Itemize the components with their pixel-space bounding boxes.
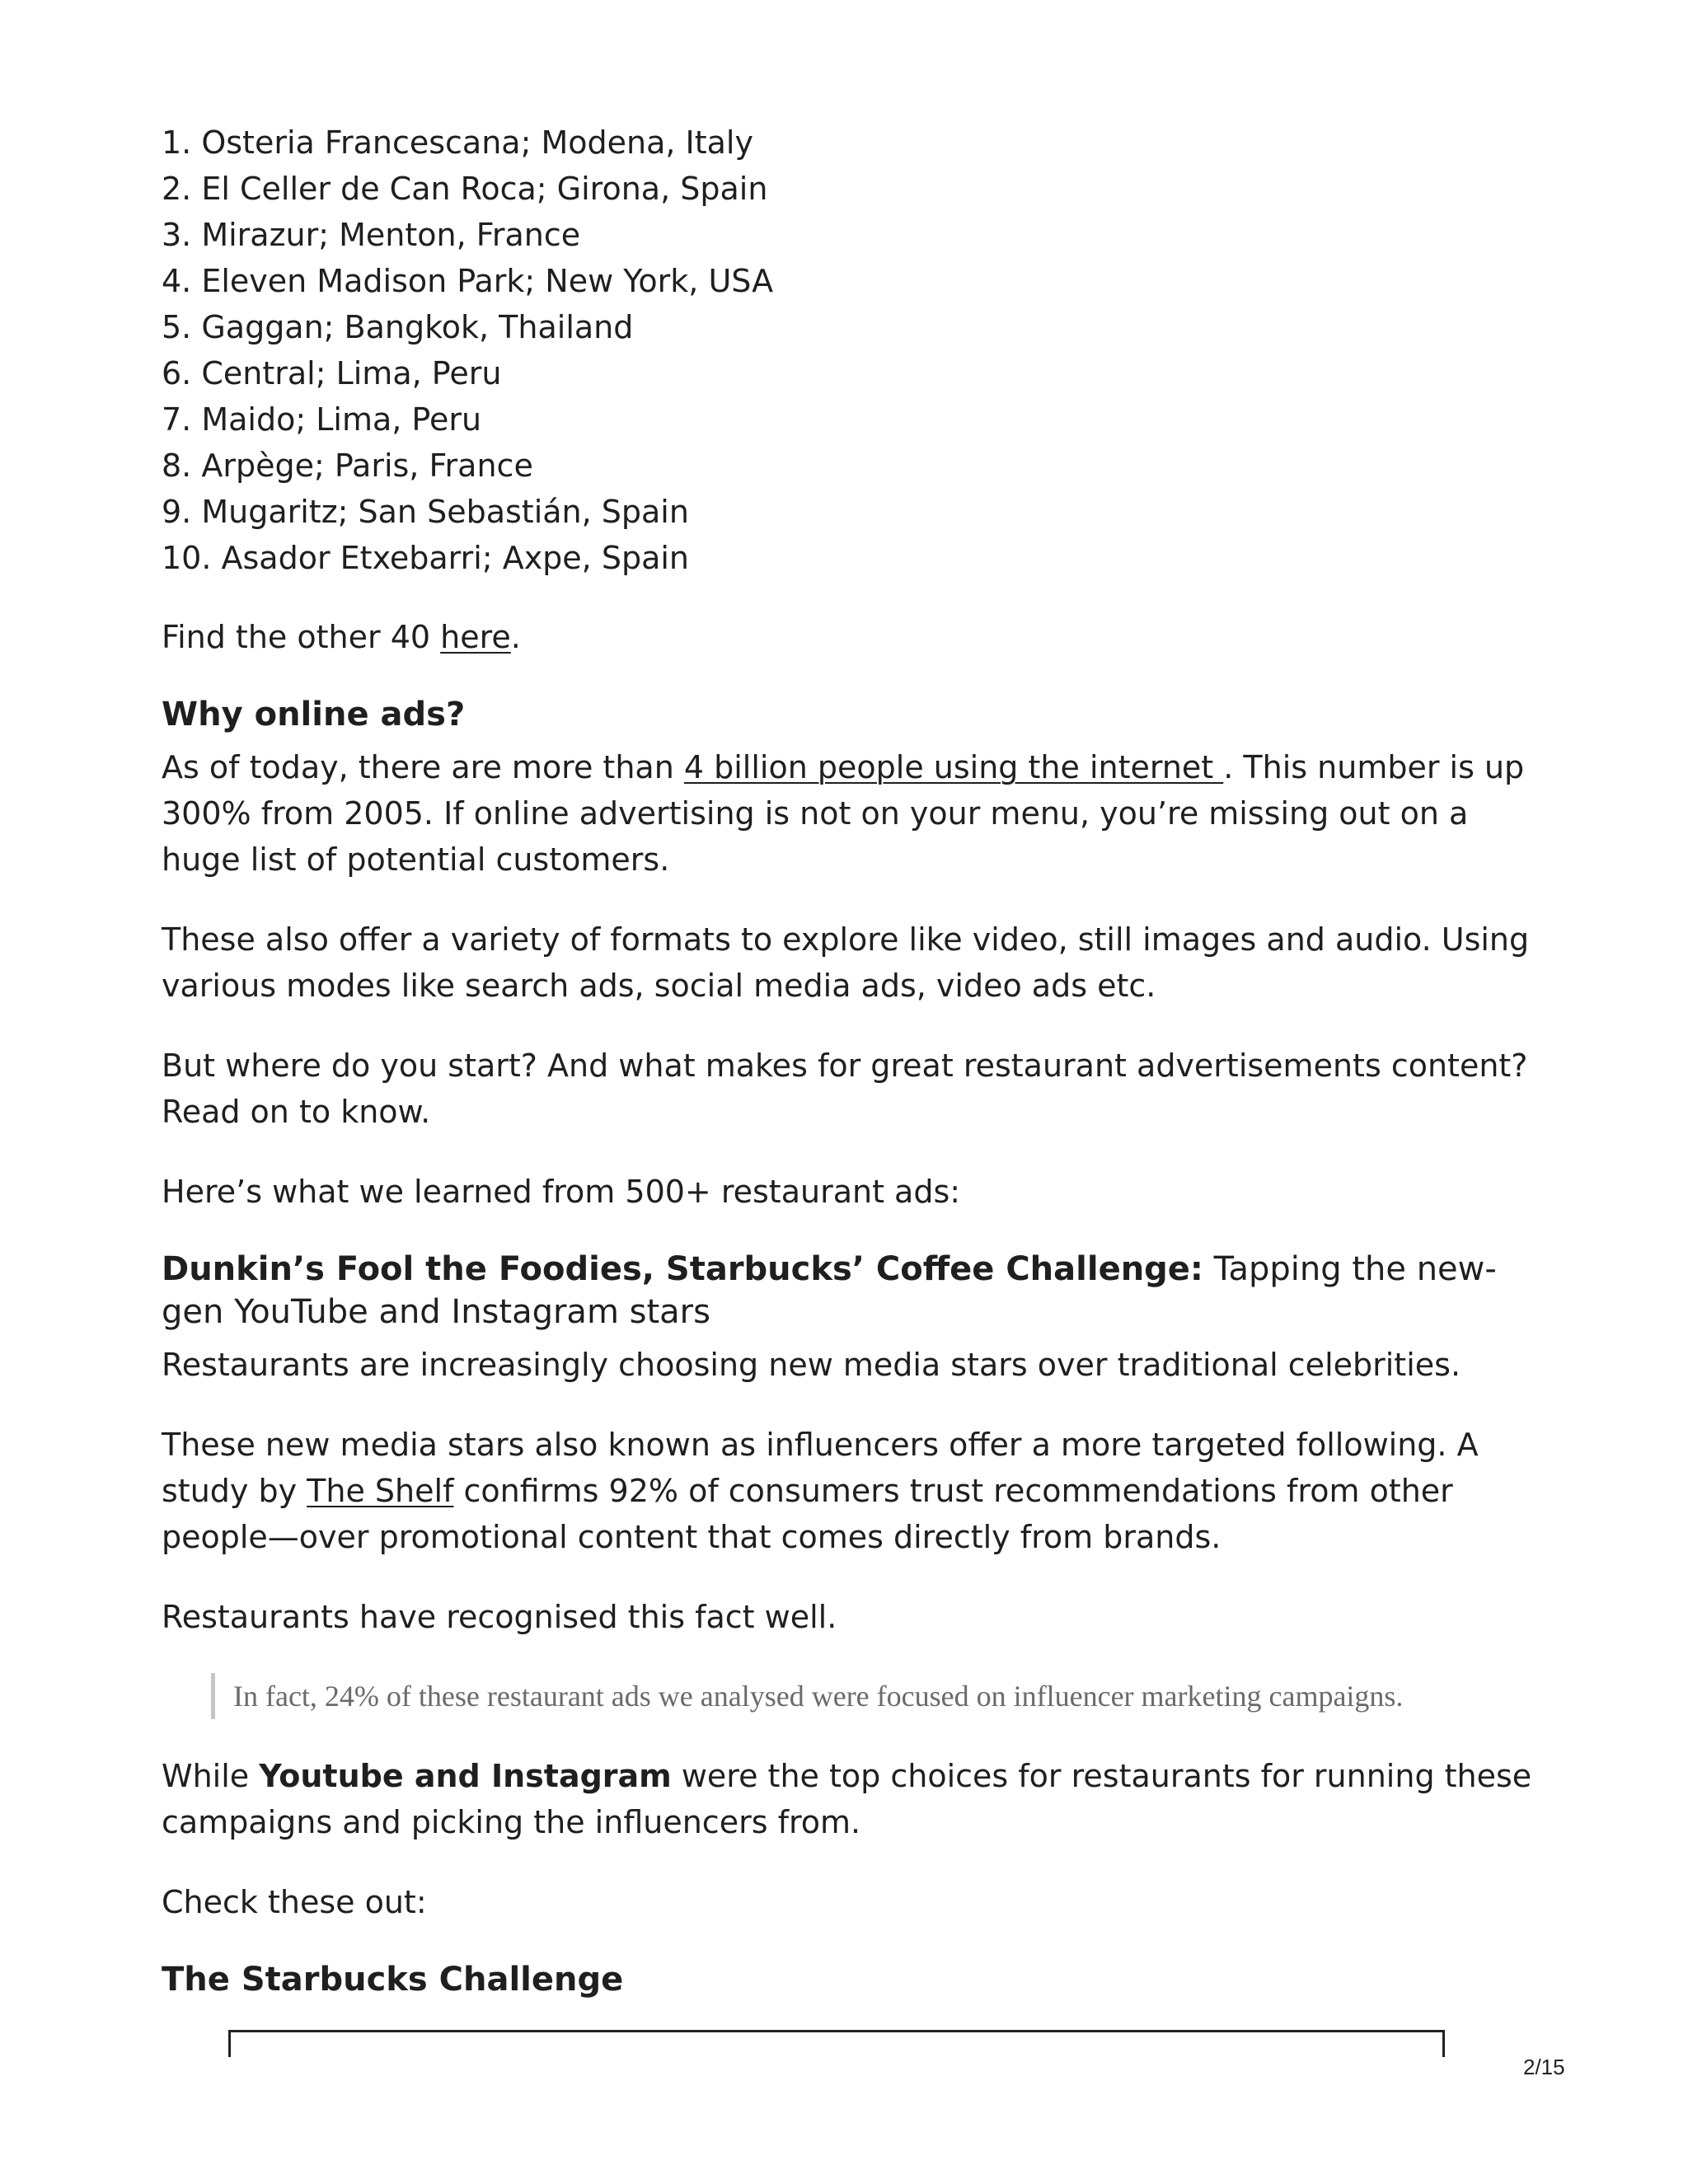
- here-link[interactable]: here: [440, 619, 511, 655]
- why-online-ads-heading: Why online ads?: [162, 696, 466, 733]
- list-item: 8. Arpège; Paris, France: [162, 448, 533, 484]
- list-item: 1. Osteria Francescana; Modena, Italy: [162, 124, 753, 161]
- restaurant-ranking-list: [162, 120, 1546, 581]
- find-other-paragraph: [162, 614, 1546, 660]
- embedded-video-frame: [228, 2030, 1445, 2057]
- check-these-paragraph: Check these out:: [162, 1884, 427, 1920]
- list-item: 7. Maido; Lima, Peru: [162, 401, 482, 438]
- influencers-text-before: These new media stars also known as influencers offer a more targeted following. A study by: [162, 1427, 1479, 1509]
- influencers-text-after: confirms 92% of consumers trust recommendations from other people—over promotional content that comes directly from brands.: [162, 1473, 1453, 1555]
- youtube-instagram-paragraph: [162, 1753, 1546, 1845]
- youtube-text-after: were the top choices for restaurants for running these campaigns and picking the influencers from.: [162, 1758, 1532, 1840]
- why-paragraph: [162, 744, 1546, 883]
- youtube-instagram-bold: Youtube and Instagram: [259, 1758, 672, 1794]
- heading-normal-part: Tapping the new-gen YouTube and Instagram stars: [162, 1250, 1497, 1331]
- list-item: 10. Asador Etxebarri; Axpe, Spain: [162, 540, 690, 576]
- formats-paragraph: These also offer a variety of formats to explore like video, still images and audio. Using various modes like search ads, social media ads, video ads etc.: [162, 921, 1530, 1004]
- why-text-before: As of today, there are more than: [162, 749, 684, 785]
- start-paragraph: But where do you start? And what makes for great restaurant advertisements content? Read on to know.: [162, 1047, 1528, 1130]
- page-number: 2/15: [1523, 2055, 1565, 2079]
- find-other-text: Find the other 40: [162, 619, 441, 655]
- recognised-paragraph: Restaurants have recognised this fact well.: [162, 1599, 837, 1635]
- list-item: 6. Central; Lima, Peru: [162, 355, 502, 391]
- list-item: 5. Gaggan; Bangkok, Thailand: [162, 309, 634, 345]
- influencers-paragraph: [162, 1422, 1546, 1560]
- list-item: 4. Eleven Madison Park; New York, USA: [162, 263, 774, 299]
- youtube-text-before: While: [162, 1758, 260, 1794]
- restaurants-paragraph: Restaurants are increasingly choosing new media stars over traditional celebrities.: [162, 1347, 1461, 1383]
- internet-users-link[interactable]: 4 billion people using the internet: [683, 749, 1224, 785]
- find-other-end: .: [510, 619, 521, 655]
- learned-paragraph: Here’s what we learned from 500+ restaurant ads:: [162, 1174, 961, 1210]
- heading-bold-part: Dunkin’s Fool the Foodies, Starbucks’ Coffee Challenge:: [162, 1250, 1203, 1288]
- the-shelf-link[interactable]: The Shelf: [307, 1473, 454, 1509]
- list-item: 3. Mirazur; Menton, France: [162, 217, 581, 253]
- starbucks-challenge-heading: The Starbucks Challenge: [162, 1961, 624, 1999]
- list-item: 2. El Celler de Can Roca; Girona, Spain: [162, 171, 768, 207]
- list-item: 9. Mugaritz; San Sebastián, Spain: [162, 494, 689, 530]
- dunkin-starbucks-heading: [162, 1248, 1546, 1333]
- influencer-stat-quote: In fact, 24% of these restaurant ads we analysed were focused on influencer marketing campaigns.: [211, 1673, 1546, 1719]
- article-body: [162, 120, 1546, 2001]
- why-text-after: . This number is up 300% from 2005. If online advertising is not on your menu, you’re missing out on a huge list of potential customers.: [162, 749, 1525, 878]
